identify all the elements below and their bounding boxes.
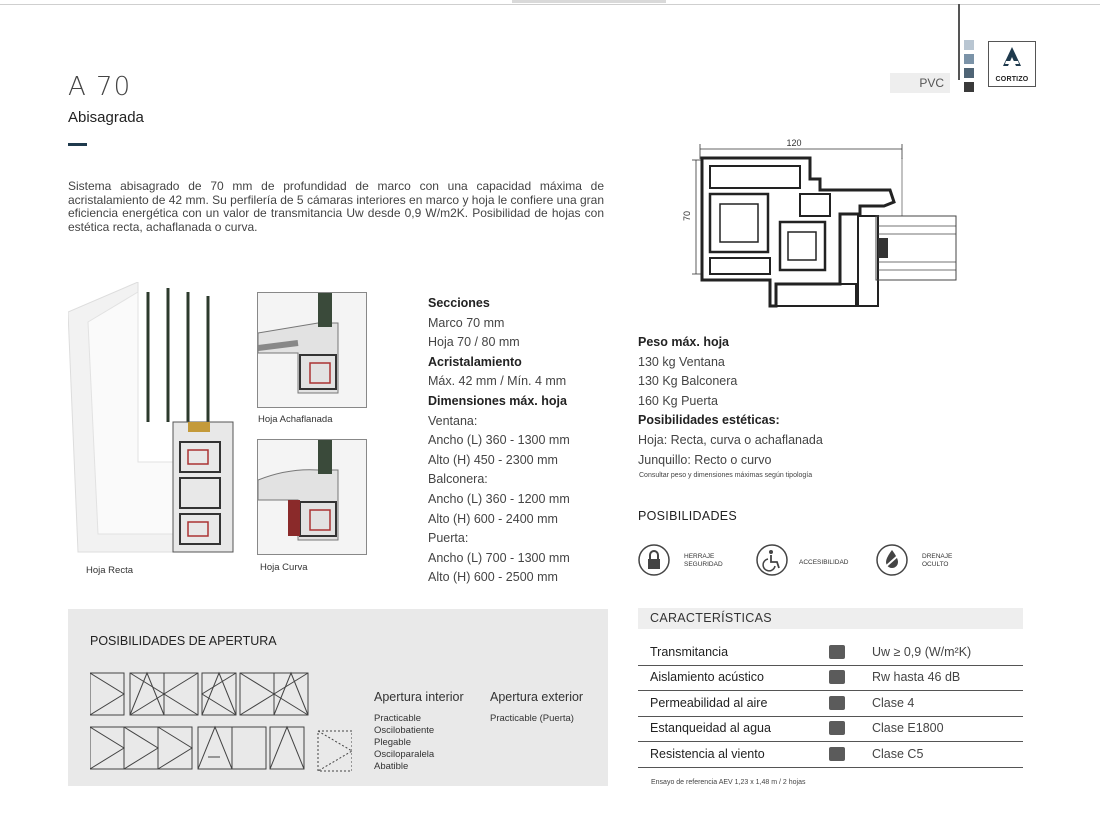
aesthetics-bead: Junquillo: Recto o curvo — [638, 452, 772, 467]
table-row — [638, 716, 1023, 742]
row-label: Transmitancia — [650, 645, 729, 659]
page-subtitle: Abisagrada — [68, 109, 144, 126]
table-row — [638, 691, 1023, 717]
height-dimension: 70 — [682, 210, 692, 222]
curved-sash-image — [257, 439, 367, 555]
table-row — [638, 742, 1023, 768]
wind-icon — [829, 747, 845, 761]
brand-name: CORTIZO — [995, 76, 1029, 83]
glazing-heading: Acristalamiento — [428, 354, 522, 369]
exterior-opening-list — [490, 713, 574, 725]
table-row — [638, 640, 1023, 666]
possibility-security: HERRAJE SEGURIDAD — [684, 553, 723, 568]
aesthetics-sash: Hoja: Recta, curva o achaflanada — [638, 432, 823, 447]
weight-balcony: 130 Kg Balconera — [638, 374, 738, 389]
balcony-width: Ancho (L) 360 - 1200 mm — [428, 491, 570, 506]
sun-icon — [829, 645, 845, 659]
top-tab-marker — [512, 0, 666, 3]
list-item: Osciloparalela — [374, 749, 435, 760]
material-badge: PVC — [890, 73, 950, 93]
section-drawing — [680, 134, 960, 314]
main-window-image — [68, 282, 238, 560]
door-heading: Puerta: — [428, 531, 469, 546]
color-swatch-2 — [964, 54, 974, 64]
title-accent-bar — [68, 143, 87, 146]
weight-door: 160 Kg Puerta — [638, 393, 718, 408]
glazing-spec: Máx. 42 mm / Mín. 4 mm — [428, 374, 567, 389]
characteristics-header — [638, 608, 1023, 629]
row-value: Clase E1800 — [872, 721, 944, 735]
list-item: Oscilobatiente — [374, 725, 435, 736]
sections-heading: Secciones — [428, 296, 490, 310]
interior-opening-list — [374, 713, 434, 773]
weight-window: 130 kg Ventana — [638, 354, 725, 369]
list-item: Practicable (Puerta) — [490, 713, 574, 724]
description: Sistema abisagrado de 70 mm de profundidad de marco con una capacidad máxima de acristalamiento de 42 mm. Su perfilería de 5 cámaras interiores en marco y hoja le confiere una gran eficiencia energética con un valor de transmitancia Uw desde 0,9 W/m2K. Posibilidad de hojas con estética recta, achaflanada o curva. — [68, 179, 604, 234]
row-label: Aislamiento acústico — [650, 670, 764, 684]
row-value: Clase 4 — [872, 696, 915, 710]
aesthetics-heading: Posibilidades estéticas: — [638, 413, 780, 428]
lock-icon — [638, 544, 670, 581]
balcony-heading: Balconera: — [428, 472, 488, 487]
air-icon — [829, 696, 845, 710]
window-width: Ancho (L) 360 - 1300 mm — [428, 433, 570, 448]
characteristics-title: CARACTERÍSTICAS — [650, 611, 772, 625]
list-item: Abatible — [374, 761, 409, 772]
row-label: Estanqueidad al agua — [650, 721, 771, 735]
main-caption: Hoja Recta — [86, 565, 133, 576]
frame-spec: Marco 70 mm — [428, 315, 505, 330]
color-swatch-1 — [964, 40, 974, 50]
door-height: Alto (H) 600 - 2500 mm — [428, 570, 558, 585]
page-title: A 70 — [68, 72, 132, 102]
brand-logo — [988, 41, 1036, 87]
list-item: Plegable — [374, 737, 411, 748]
color-swatch-3 — [964, 68, 974, 78]
weight-heading: Peso máx. hoja — [638, 335, 730, 349]
row-value: Rw hasta 46 dB — [872, 670, 961, 684]
width-dimension: 120 — [786, 138, 802, 148]
list-item: Practicable — [374, 713, 421, 724]
specs-right — [638, 333, 938, 470]
dimensions-heading: Dimensiones máx. hoja — [428, 393, 567, 408]
possibility-accessibility: ACCESIBILIDAD — [799, 559, 849, 566]
color-swatch-4 — [964, 82, 974, 92]
possibility-drain: DRENAJE OCULTO — [922, 553, 953, 568]
opening-options-title: POSIBILIDADES DE APERTURA — [90, 634, 277, 648]
cortizo-logo-icon — [989, 42, 1035, 74]
top-divider — [0, 4, 1100, 5]
weight-note: Consultar peso y dimensiones máximas según tipología — [639, 472, 813, 479]
sound-icon — [829, 670, 845, 684]
exterior-opening-heading: Apertura exterior — [490, 690, 584, 704]
row-label: Resistencia al viento — [650, 747, 765, 761]
test-reference-note: Ensayo de referencia AEV 1,23 x 1,48 m / 2 hojas — [651, 779, 806, 786]
specs-left — [428, 294, 628, 588]
window-height: Alto (H) 450 - 2300 mm — [428, 452, 558, 467]
table-row — [638, 665, 1023, 691]
possibilities-title: POSIBILIDADES — [638, 509, 738, 523]
opening-diagrams — [90, 671, 352, 775]
row-value: Clase C5 — [872, 747, 924, 761]
water-icon — [829, 721, 845, 735]
row-value: Uw ≥ 0,9 (W/m²K) — [872, 645, 972, 659]
window-heading: Ventana: — [428, 413, 478, 428]
door-width: Ancho (L) 700 - 1300 mm — [428, 550, 570, 565]
balcony-height: Alto (H) 600 - 2400 mm — [428, 511, 558, 526]
brand-divider — [958, 4, 960, 80]
opening-options-panel — [68, 609, 608, 786]
row-label: Permeabilidad al aire — [650, 696, 768, 710]
wheelchair-icon — [756, 544, 788, 581]
chamfered-caption: Hoja Achaflanada — [258, 414, 333, 425]
sash-spec: Hoja 70 / 80 mm — [428, 335, 520, 350]
interior-opening-heading: Apertura interior — [374, 690, 464, 704]
curved-caption: Hoja Curva — [260, 562, 308, 573]
chamfered-sash-image — [257, 292, 367, 408]
drain-icon — [876, 544, 908, 581]
